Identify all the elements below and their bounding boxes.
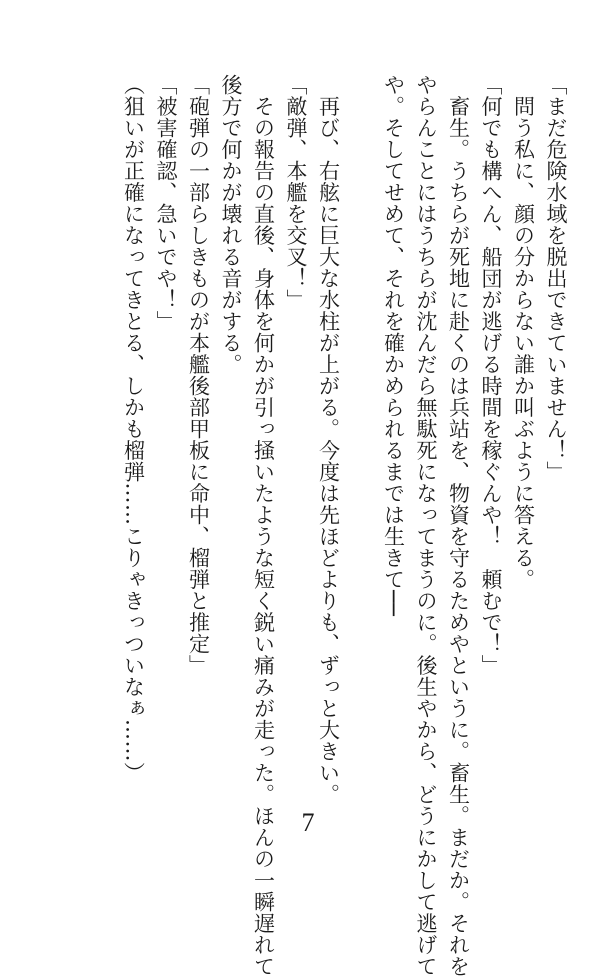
text-line: 畜生。うちらが死地に赴くのは兵站を、物資を守るためやというに。畜生。まだか。それを [446,74,471,977]
text-line: 「何でも構へん、船団が逃げる時間を稼ぐんや！ 頼むで！」 [479,74,503,676]
text-line: （狙いが正確になってきとる、しかも榴弾……こりゃきっついなぁ……） [121,74,146,784]
vertical-text-body [117,74,572,977]
text-line: 後方で何かが壊れる音がする。 [219,74,243,375]
text-line: 「砲弾の一部らしきものが本艦後部甲板に命中、榴弾と推定」 [186,74,211,676]
text-line: 問う私に、顔の分からない誰か叫ぶように答える。 [511,74,536,590]
text-line: その報告の直後、身体を何かが引っ掻いたような短く鋭い痛みが走った。ほんの一瞬遅れて [251,74,276,977]
blank-line [345,74,378,754]
text-line: や。そしてせめて、それを確かめられるまでは生きて── [381,74,406,617]
text-line: やらんことにはうちらが沈んだら無駄死になってまうのに。後生やから、どうにかして逃げて [414,74,438,977]
page-number: 7 [301,808,315,837]
text-line: 「被害確認、急いでや！」 [154,74,178,332]
text-line: 「敵弾、本艦を交叉！」 [284,74,308,311]
text-line: 「まだ危険水域を脱出できていません！」 [544,74,568,483]
text-line: 再び、右舷に巨大な水柱が上がる。今度は先ほどよりも、ずっと大きい。 [316,74,341,805]
